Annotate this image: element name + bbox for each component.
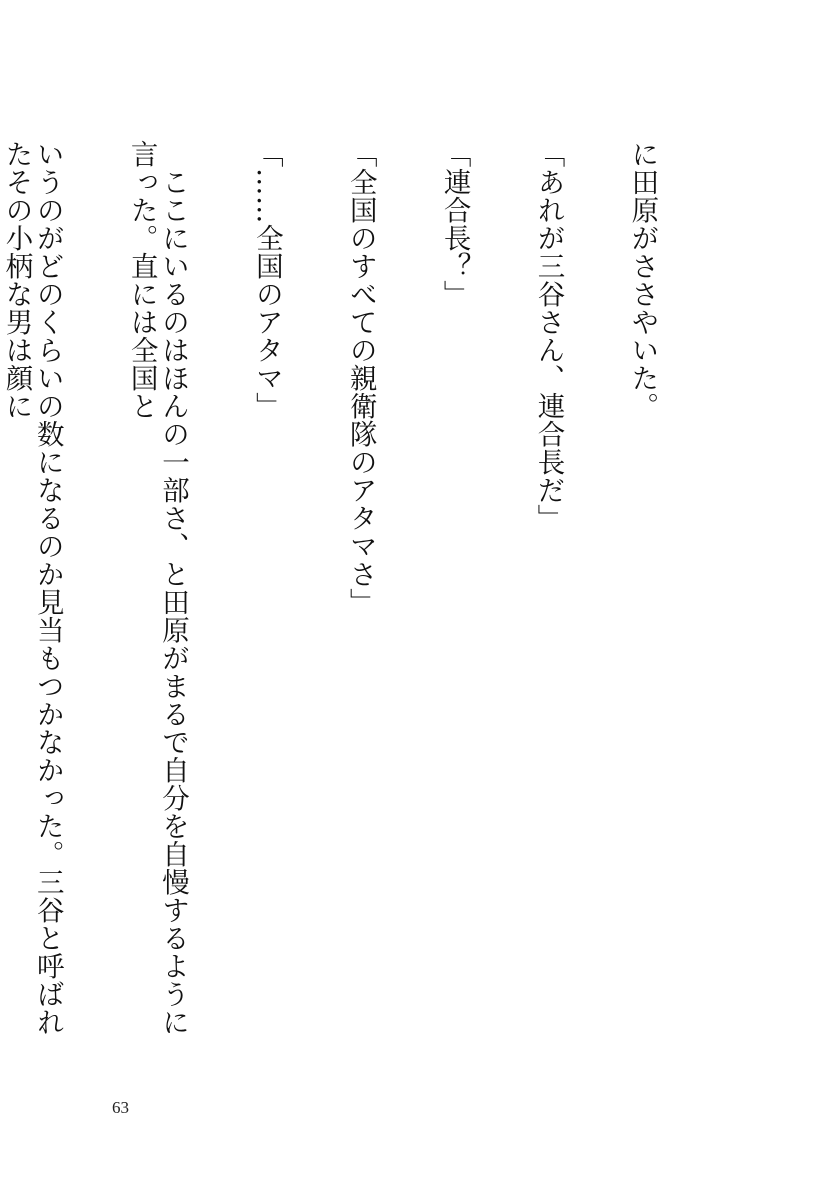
- vertical-text-body: [0, 140, 720, 1060]
- text-line: 「連合長？」: [438, 140, 471, 308]
- text-line: ここにいるのはほんの一部さ、と田原がまるで自分を自慢するように言った。直には全国と: [125, 140, 189, 1036]
- page-number: 63: [112, 1098, 129, 1117]
- text-line: 「……全国のアタマ」: [250, 140, 283, 420]
- text-line: 「全国のすべての親衛隊のアタマさ」: [344, 140, 377, 616]
- text-line: に田原がささやいた。: [626, 140, 659, 420]
- text-line: 「あれが三谷さん、連合長だ」: [532, 140, 565, 532]
- text-line: いうのがどのくらいの数になるのか見当もつかなかった。三谷と呼ばれたその小柄な男は顔に: [0, 140, 64, 1036]
